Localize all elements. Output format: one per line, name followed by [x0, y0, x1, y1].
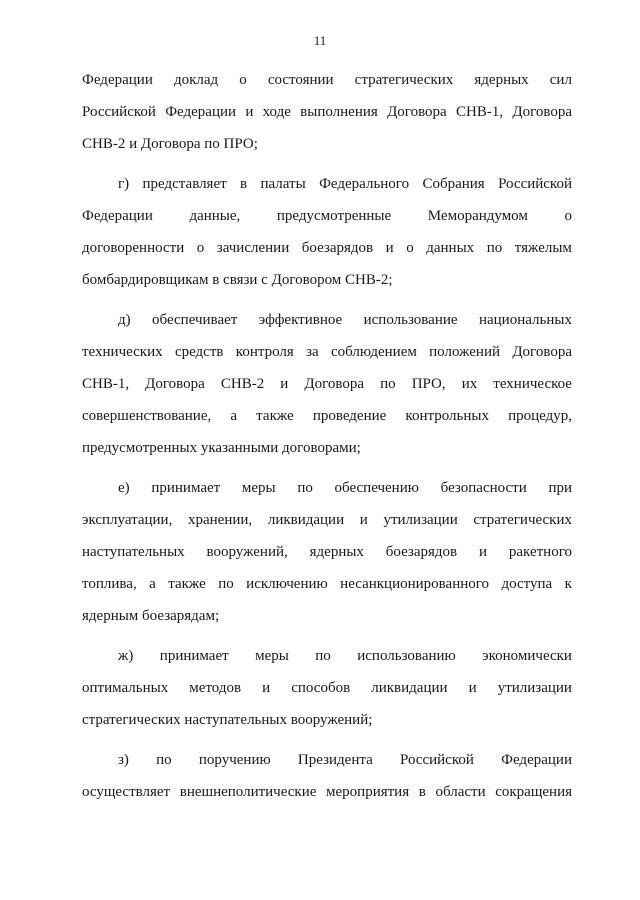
word: меры — [255, 648, 289, 664]
word: доступа — [501, 576, 553, 592]
word: эксплуатации, — [82, 512, 173, 528]
word: поручению — [198, 752, 271, 768]
text-line — [82, 432, 572, 464]
word: зачислении — [216, 240, 290, 256]
word: внешнеполитические — [179, 784, 317, 800]
text-line — [82, 400, 572, 432]
word: Федерации — [82, 72, 153, 88]
word: о — [239, 72, 247, 88]
word: данные, — [189, 208, 241, 224]
word: совершенствование, — [82, 408, 212, 424]
text-line — [82, 304, 572, 336]
word: СНВ-2 — [220, 376, 265, 392]
word: выполнения — [300, 104, 378, 120]
word: Договора — [387, 104, 447, 120]
word: несанкционированного — [340, 576, 490, 592]
word: их — [461, 376, 478, 392]
word: з) — [118, 752, 129, 768]
text-line — [82, 264, 572, 296]
word: по — [315, 648, 331, 664]
word: процедур, — [508, 408, 572, 424]
word: в — [240, 176, 248, 192]
word: осуществляет — [82, 784, 171, 800]
word: Президента — [297, 752, 373, 768]
word: ядерным боезарядам; — [82, 608, 220, 624]
paragraph — [82, 304, 572, 464]
word: при — [548, 480, 572, 496]
word: Федерального — [319, 176, 410, 192]
word: утилизации — [497, 680, 572, 696]
word: соблюдением — [331, 344, 417, 360]
word: д) — [118, 312, 131, 328]
word: средств — [174, 344, 224, 360]
word: г) — [118, 176, 130, 192]
word: меры — [241, 480, 276, 496]
word: Российской — [498, 176, 572, 192]
word: контрольных — [405, 408, 489, 424]
text-line — [82, 232, 572, 264]
word: Федерации — [501, 752, 572, 768]
text-line — [82, 744, 572, 776]
word: сокращения — [495, 784, 572, 800]
word: национальных — [478, 312, 572, 328]
word: ликвидации — [267, 512, 345, 528]
word: по — [486, 240, 503, 256]
word: обеспечению — [334, 480, 419, 496]
text-line — [82, 96, 572, 128]
word: также — [168, 576, 206, 592]
paragraph — [82, 64, 572, 160]
paragraph — [82, 640, 572, 736]
word: хранении, — [187, 512, 253, 528]
paragraph — [82, 744, 572, 808]
word: и — [385, 240, 394, 256]
word: сил — [549, 72, 572, 88]
word: Договора — [512, 344, 572, 360]
word: по — [297, 480, 313, 496]
word: стратегических — [354, 72, 454, 88]
word: к — [564, 576, 572, 592]
word: тяжелым — [514, 240, 572, 256]
word: и — [262, 680, 271, 696]
word: по — [380, 376, 396, 392]
word: ядерных — [309, 544, 364, 560]
word: предусмотренных указанными договорами; — [82, 440, 361, 456]
text-line — [82, 600, 572, 632]
word: за — [306, 344, 319, 360]
word: е) — [118, 480, 130, 496]
word: палаты — [260, 176, 306, 192]
text-line — [82, 64, 572, 96]
word: и — [245, 104, 254, 120]
word: ПРО, — [411, 376, 446, 392]
word: положений — [429, 344, 501, 360]
text-line — [82, 504, 572, 536]
word: области — [435, 784, 486, 800]
word: предусмотренные — [276, 208, 392, 224]
word: представляет — [142, 176, 227, 192]
word: ракетного — [508, 544, 572, 560]
word: Договора — [304, 376, 365, 392]
text-line — [82, 672, 572, 704]
word: боезарядов — [301, 240, 374, 256]
word: принимает — [159, 648, 229, 664]
word: по — [156, 752, 172, 768]
text-line — [82, 472, 572, 504]
word: вооружений, — [206, 544, 288, 560]
word: о — [196, 240, 205, 256]
word: а — [230, 408, 238, 424]
word: Собрания — [422, 176, 485, 192]
word: Федерации — [165, 104, 237, 120]
word: топлива, — [82, 576, 137, 592]
word: и — [280, 376, 289, 392]
word: обеспечивает — [152, 312, 238, 328]
word: бомбардировщикам в связи с Договором СНВ-2; — [82, 272, 393, 288]
word: исключению — [246, 576, 328, 592]
word: СНВ-1, — [455, 104, 504, 120]
word: договоренности — [82, 240, 185, 256]
word: Договора — [145, 376, 205, 392]
page-number: 11 — [313, 33, 327, 48]
text-line — [82, 704, 572, 736]
word: ядерных — [474, 72, 529, 88]
word: и — [359, 512, 368, 528]
text-line — [82, 168, 572, 200]
word: в — [418, 784, 426, 800]
text-line — [82, 200, 572, 232]
word: ходе — [262, 104, 291, 120]
word: принимает — [151, 480, 221, 496]
word: Российской — [82, 104, 156, 120]
word: о — [406, 240, 414, 256]
word: контроля — [235, 344, 294, 360]
word: техническое — [493, 376, 572, 392]
word: экономически — [482, 648, 572, 664]
paragraph — [82, 472, 572, 632]
text-line — [82, 776, 572, 808]
word: методов — [189, 680, 242, 696]
text-line — [82, 336, 572, 368]
word: способов — [291, 680, 351, 696]
word: ж) — [118, 648, 134, 664]
word: Федерации — [82, 208, 153, 224]
word: Меморандумом — [427, 208, 528, 224]
word: СНВ-1, — [82, 376, 130, 392]
text-line — [82, 568, 572, 600]
word: ликвидации — [371, 680, 448, 696]
word: использование — [363, 312, 458, 328]
word: Российской — [399, 752, 474, 768]
document-body — [82, 64, 572, 816]
word: и — [479, 544, 488, 560]
word: стратегических наступательных вооружений; — [82, 712, 373, 728]
word: эффективное — [258, 312, 343, 328]
word: доклад — [173, 72, 219, 88]
word: также — [256, 408, 294, 424]
paragraph — [82, 168, 572, 296]
text-line — [82, 640, 572, 672]
word: и — [468, 680, 477, 696]
word: боезарядов — [385, 544, 458, 560]
word: данных — [426, 240, 475, 256]
word: о — [564, 208, 572, 224]
word: наступательных — [82, 544, 185, 560]
text-line — [82, 368, 572, 400]
text-line — [82, 536, 572, 568]
word: мероприятия — [326, 784, 410, 800]
word: технических — [82, 344, 163, 360]
word: проведение — [312, 408, 387, 424]
word: а — [149, 576, 156, 592]
word: СНВ-2 и Договора по ПРО; — [82, 136, 258, 152]
text-line — [82, 128, 572, 160]
word: по — [218, 576, 234, 592]
word: безопасности — [440, 480, 527, 496]
word: стратегических — [473, 512, 572, 528]
word: оптимальных — [82, 680, 169, 696]
word: Договора — [512, 104, 572, 120]
word: утилизации — [383, 512, 458, 528]
word: использованию — [357, 648, 456, 664]
word: состоянии — [267, 72, 334, 88]
